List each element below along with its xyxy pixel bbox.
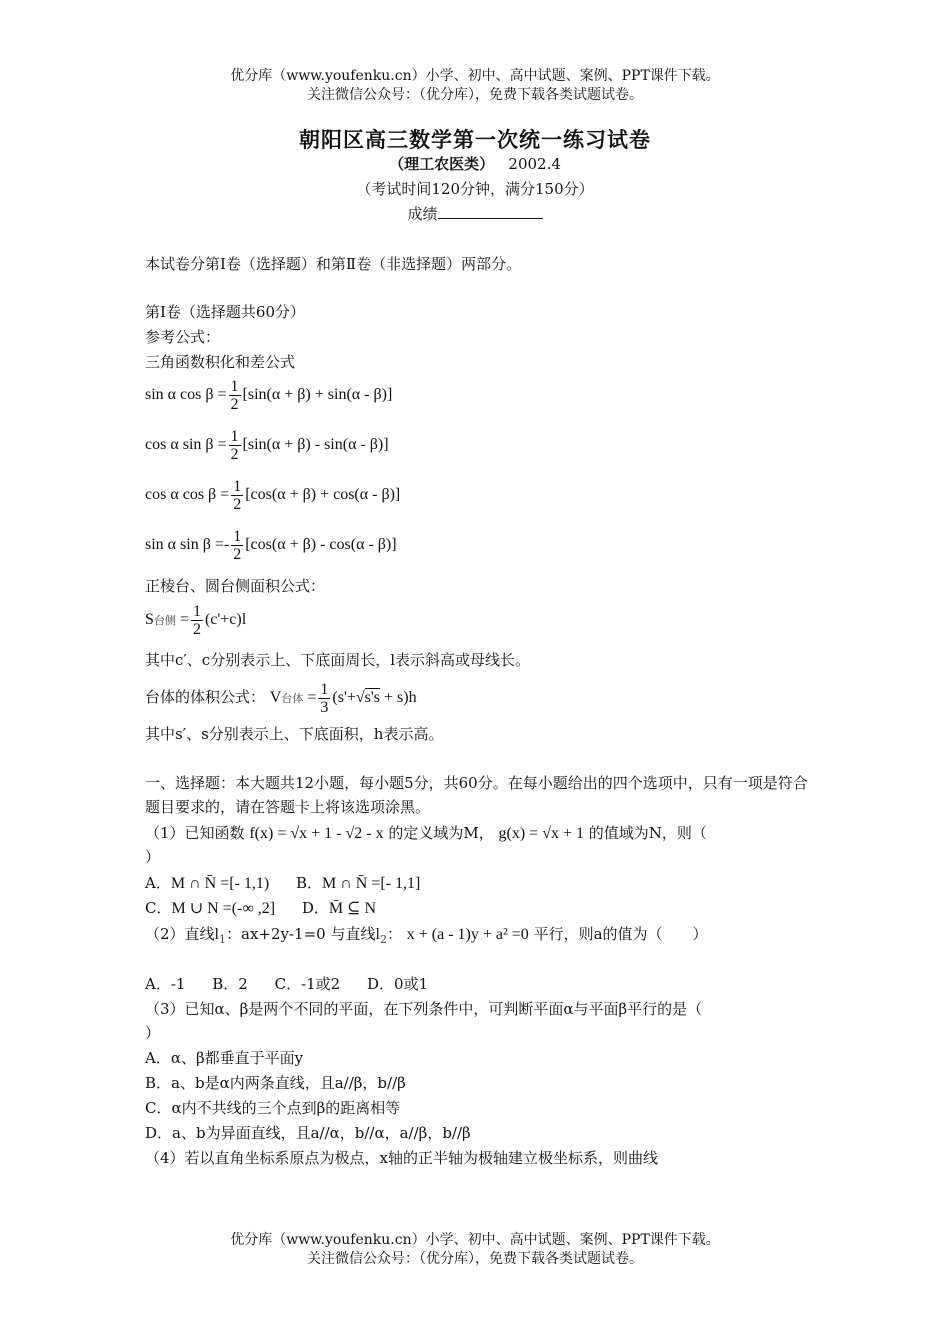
q1-mid: 的定义域为M， [388, 824, 494, 842]
footer-line-2: 关注微信公众号：（优分库），免费下载各类试题试卷。 [307, 1251, 643, 1267]
q2-l2: l [375, 926, 380, 943]
q1-option-b: M ∩ N̄ =[- 1,1] [322, 875, 421, 892]
q3-option-b: B．a、b是α内两条直线，且a//β，b//β [145, 1074, 406, 1092]
lateral-subscript: 台侧 [153, 615, 176, 628]
fraction-half [231, 528, 243, 563]
q2-option-d: D．0或1 [367, 975, 429, 993]
volume-eq: = [307, 689, 317, 707]
subtitle [0, 153, 950, 174]
fraction-num: 1 [320, 681, 329, 698]
volume-sqrt: s's [364, 689, 380, 707]
q1-option-b-label: B． [295, 874, 322, 892]
volume-subscript: 台体 [281, 693, 304, 706]
formula-2-left: cos α sin β = [145, 436, 227, 454]
fraction-den: 2 [192, 621, 201, 638]
section-1-instructions: 一、选择题：本大题共12小题，每小题5分，共60分。在每小题给出的四个选项中，只有一项是符合题目要求的，请在答题卡上将该选项涂黑。 [145, 774, 808, 816]
footer-line-1: 优分库（www.youfenku.cn）小学、初中、高中试题、案例、PPT课件下载。 [230, 1232, 720, 1248]
q1-options-row-2 [145, 897, 376, 920]
exam-info: （考试时间120分钟，满分150分） [356, 180, 594, 198]
q1-f: f(x) = √x + 1 - √2 - x [249, 825, 384, 842]
q1-pre: （1）已知函数 [145, 824, 245, 842]
header-line-2: 关注微信公众号：（优分库），免费下载各类试题试卷。 [307, 87, 643, 103]
volume-expr-pre: (s'+ [332, 689, 356, 707]
fraction-den: 2 [230, 446, 239, 463]
question-1 [145, 822, 707, 845]
score-line [0, 203, 950, 224]
page-title: 朝阳区高三数学第一次统一练习试卷 [299, 127, 651, 152]
volume-formula: V台体 = $\frac{1}{3}$ (s'+√s's + s)h [269, 681, 417, 716]
q2-l1-sub: 1 [219, 933, 226, 946]
fraction-den: 2 [233, 496, 242, 513]
volume-label: 台体的体积公式： [145, 688, 266, 707]
q2-post: 平行，则a的值为（ ） [533, 925, 708, 943]
q2-option-a: A．-1 [145, 975, 186, 993]
fraction-num: 1 [233, 528, 242, 545]
formula-2-right: [sin(α + β) - sin(α - β)] [242, 436, 389, 454]
q3-option-c: C．α内不共线的三个点到β的距离相等 [145, 1099, 401, 1117]
question-2 [145, 923, 708, 951]
fraction-den: 2 [233, 546, 242, 563]
fraction-half [191, 603, 203, 638]
fraction-num: 1 [230, 378, 239, 395]
q2-mid: ：ax+2y-1=0 与直线 [226, 925, 376, 943]
q2-l2-sub: 2 [379, 933, 387, 946]
lateral-eq: = [179, 611, 189, 629]
formula-4-left: sin α sin β =- [145, 536, 230, 554]
q1-option-a-label: A． [145, 874, 171, 892]
lateral-area-formula [145, 603, 246, 638]
fraction-half [229, 378, 241, 413]
q3-option-a: A．α、β都垂直于平面y [145, 1049, 304, 1067]
trig-label: 三角函数积化和差公式 [145, 353, 296, 371]
formula-4-right: [cos(α + β) - cos(α - β)] [245, 536, 397, 554]
volume-expr-post: + s)h [383, 689, 417, 707]
subtitle-category: （理工农医类） [389, 155, 495, 173]
q1-close: ） [145, 848, 161, 866]
q2-eq: x + (a - 1)y + a² =0 [406, 926, 529, 943]
subtitle-date: 2002.4 [508, 155, 561, 173]
reference-label: 参考公式： [145, 328, 221, 346]
q1-options-row-1 [145, 872, 420, 895]
fraction-den: 3 [320, 699, 329, 716]
fraction-third [318, 681, 330, 716]
formula-1-right: [sin(α + β) + sin(α - β)] [242, 386, 393, 404]
q3-option-d: D．a、b为异面直线，且a//α，b//α，a//β，b//β [145, 1124, 471, 1142]
fraction-num: 1 [192, 603, 201, 620]
formula-3-left: cos α cos β = [145, 486, 230, 504]
volume-formula-line [145, 681, 417, 716]
fraction-num: 1 [233, 478, 242, 495]
q2-pre: （2）直线 [145, 925, 215, 943]
q2-option-c: C．-1或2 [274, 975, 341, 993]
formula-1-left: sin α cos β = [145, 386, 227, 404]
question-3: （3）已知α、β是两个不同的平面，在下列条件中，可判断平面α与平面β平行的是（ [145, 1000, 703, 1018]
q1-option-c-label: C． [145, 899, 172, 917]
volume-note: 其中s′、s分别表示上、下底面积，h表示高。 [145, 725, 444, 743]
lateral-s: S [145, 611, 154, 629]
header-line-1: 优分库（www.youfenku.cn）小学、初中、高中试题、案例、PPT课件下载。 [230, 68, 720, 84]
q1-option-c: M ∪ N =(-∞ ,2] [171, 900, 276, 917]
q2-colon: ： [386, 925, 402, 943]
q2-option-b: B．2 [212, 975, 248, 993]
score-blank [438, 204, 543, 219]
score-label: 成绩 [407, 205, 438, 223]
part1-heading: 第Ⅰ卷（选择题共60分） [145, 303, 306, 321]
lateral-note: 其中c′、c分别表示上、下底面周长，l表示斜高或母线长。 [145, 651, 531, 669]
q1-option-d: M̄ ⊆ N [328, 900, 377, 917]
formula-4 [145, 528, 397, 563]
q1-post: 的值域为N，则（ [588, 824, 707, 842]
q2-options [145, 973, 428, 995]
fraction-half [229, 428, 241, 463]
fraction-half [231, 478, 243, 513]
fraction-den: 2 [230, 396, 239, 413]
q1-option-d-label: D． [301, 899, 329, 917]
formula-3 [145, 478, 400, 513]
q1-g: g(x) = √x + 1 [498, 825, 584, 842]
q3-close: ） [145, 1024, 161, 1042]
intro-text: 本试卷分第Ⅰ卷（选择题）和第Ⅱ卷（非选择题）两部分。 [145, 255, 522, 273]
frustum-label: 正棱台、圆台侧面积公式： [145, 577, 326, 595]
formula-3-right: [cos(α + β) + cos(α - β)] [245, 486, 401, 504]
question-4: （4）若以直角坐标系原点为极点，x轴的正半轴为极轴建立极坐标系，则曲线 [145, 1149, 659, 1167]
formula-1 [145, 378, 392, 413]
q1-option-a: M ∩ N̄ =[- 1,1) [170, 875, 270, 892]
lateral-expr: (c'+c)l [204, 611, 247, 629]
formula-2 [145, 428, 389, 463]
volume-v: V [269, 689, 282, 707]
q2-l1: l [214, 926, 219, 943]
fraction-num: 1 [230, 428, 239, 445]
